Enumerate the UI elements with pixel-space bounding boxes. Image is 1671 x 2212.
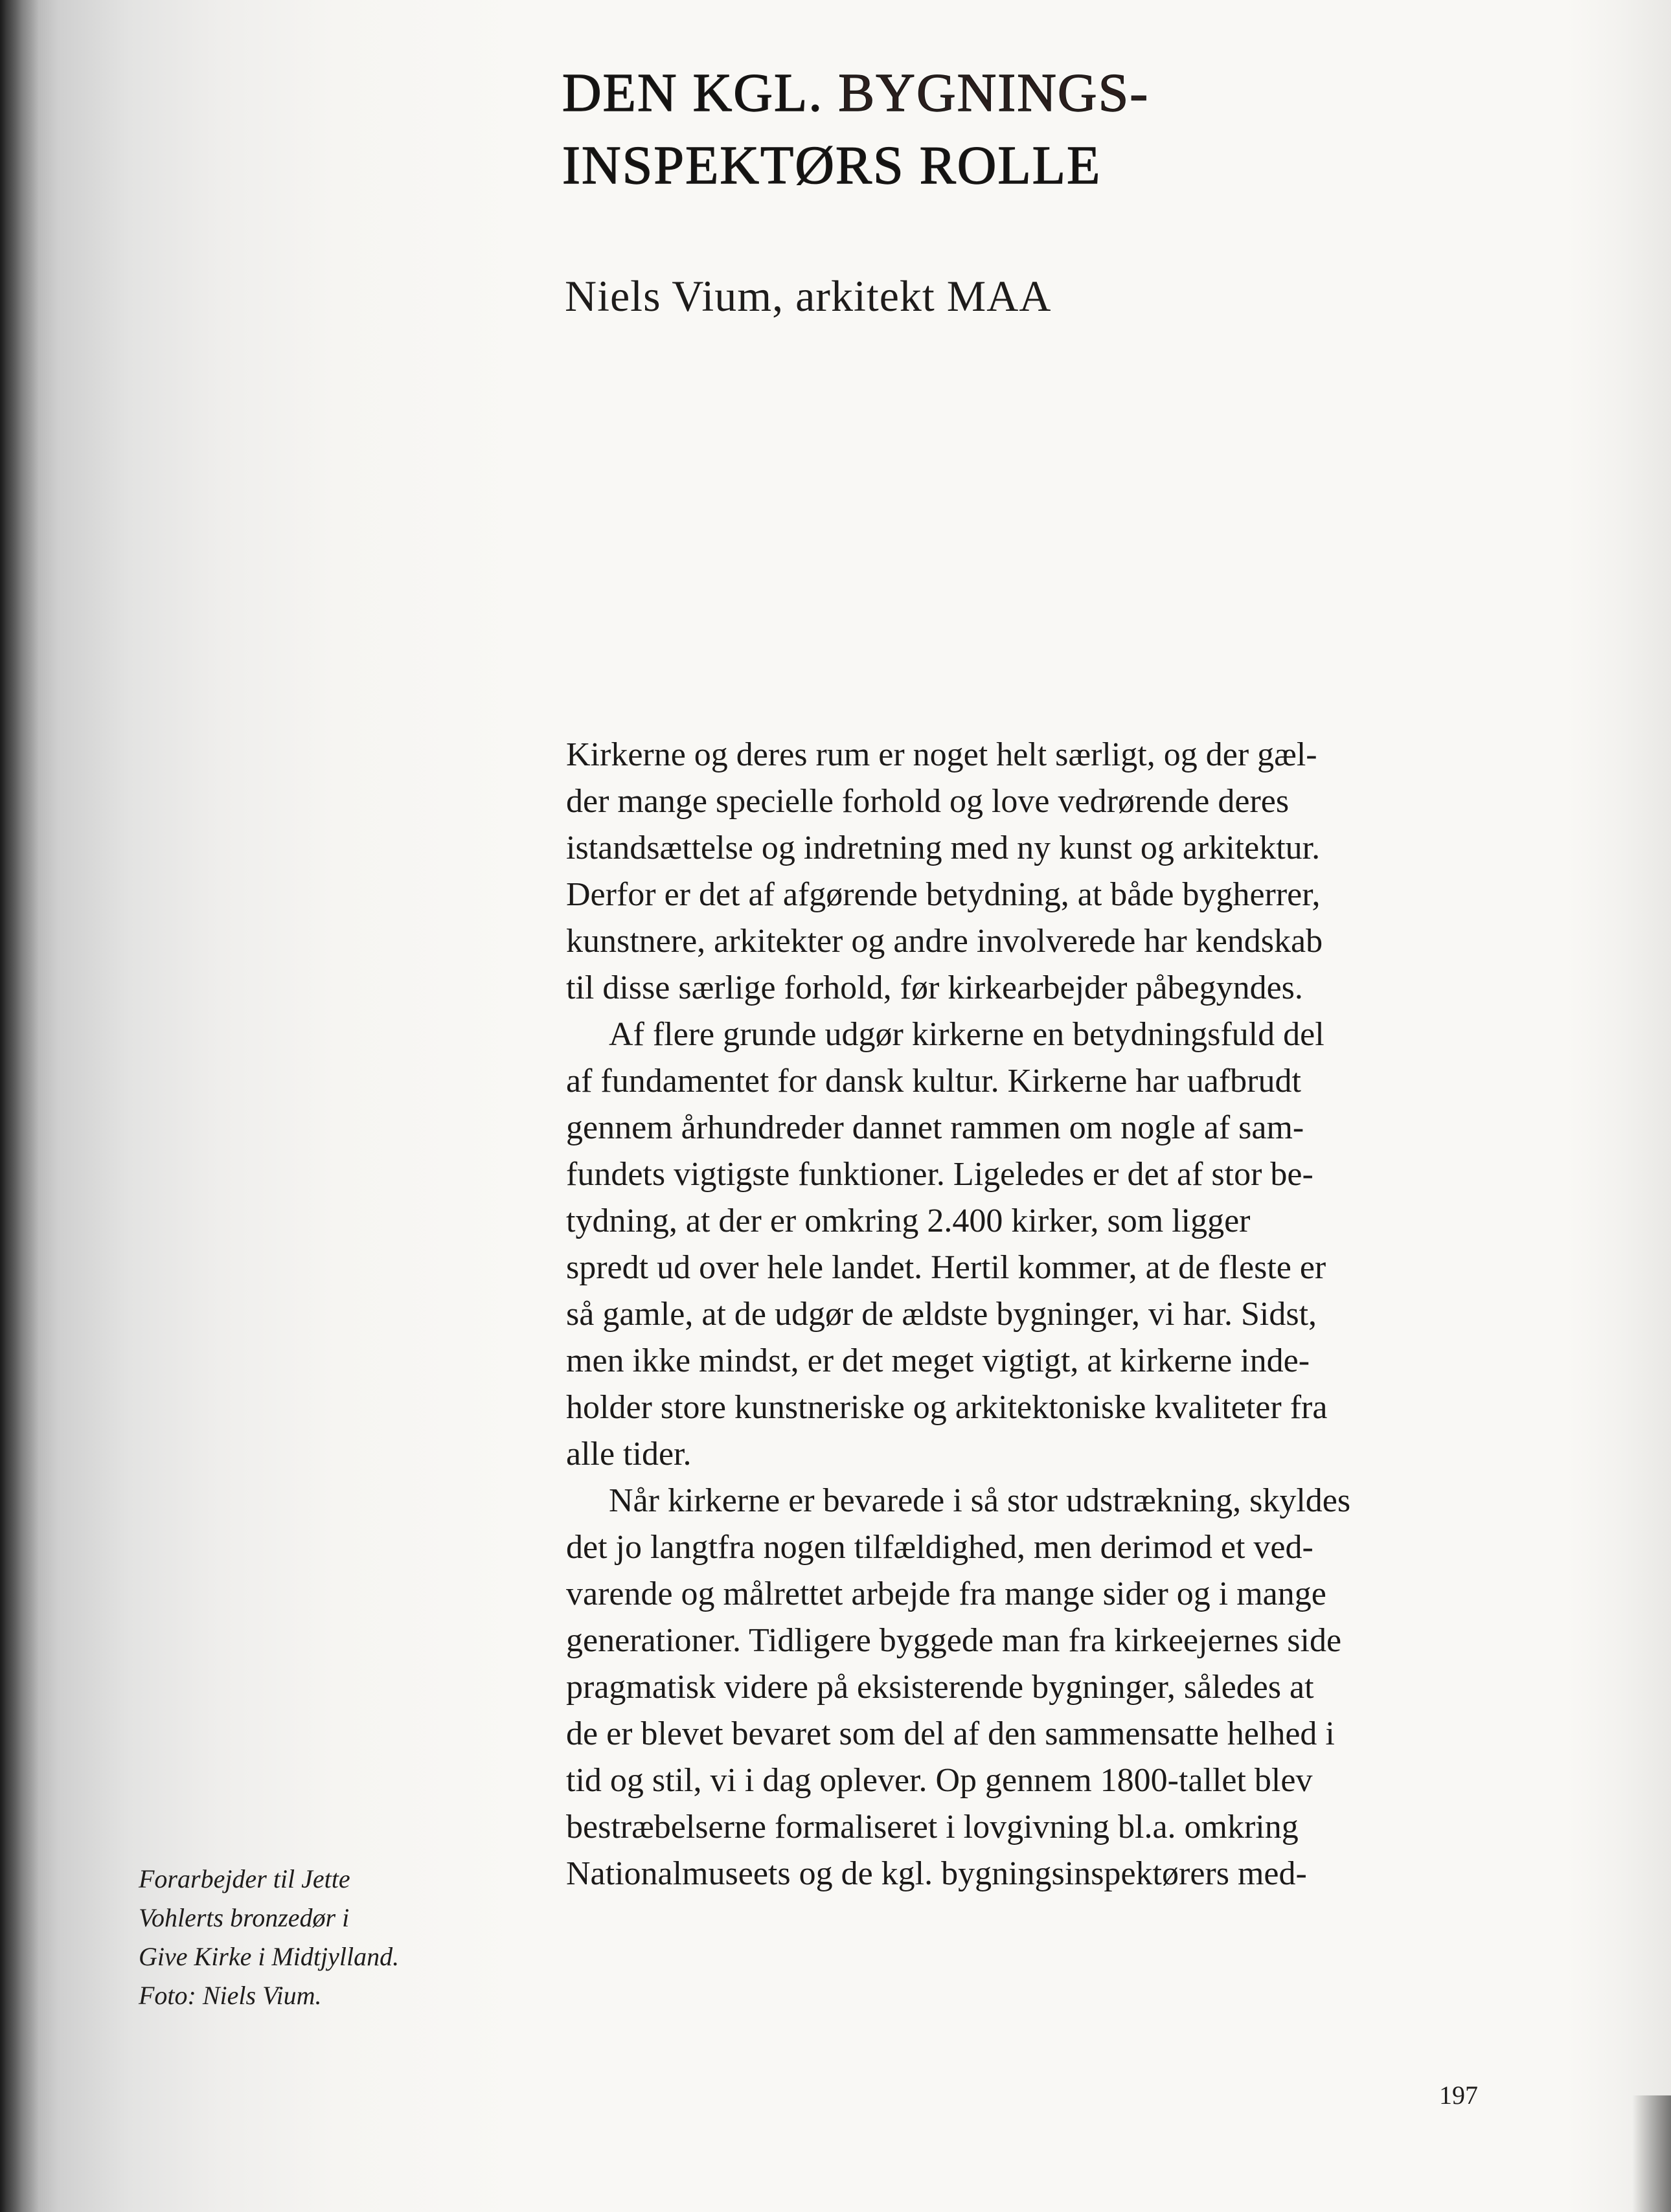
caption-line: Forarbejder til Jette xyxy=(139,1864,350,1893)
text-line: men ikke mindst, er det meget vigtigt, at kirkerne inde- xyxy=(566,1342,1310,1379)
chapter-title-line-1-part-2: BYGNINGS- xyxy=(838,63,1150,123)
photo-caption xyxy=(139,1860,540,2015)
text-line: pragmatisk videre på eksisterende bygninger, således at xyxy=(566,1669,1314,1706)
text-line: gennem århundreder dannet rammen om nogle af sam- xyxy=(566,1109,1304,1146)
text-line: holder store kunstneriske og arkitektoniske kvaliteter fra xyxy=(566,1389,1328,1426)
text-line: Nationalmuseets og de kgl. bygningsinspektørers med- xyxy=(566,1855,1307,1892)
text-line: tydning, at der er omkring 2.400 kirker, som ligger xyxy=(566,1202,1251,1239)
text-line: det jo langtfra nogen tilfældighed, men derimod et ved- xyxy=(566,1529,1313,1566)
text-line: af fundamentet for dansk kultur. Kirkerne har uafbrudt xyxy=(566,1063,1301,1100)
caption-line: Vohlerts bronzedør i xyxy=(139,1903,350,1932)
paragraph-1 xyxy=(566,732,1486,1011)
text-line: til disse særlige forhold, før kirkearbejder påbegyndes. xyxy=(566,969,1303,1006)
text-line: generationer. Tidligere byggede man fra kirkeejernes side xyxy=(566,1622,1342,1659)
text-line: fundets vigtigste funktioner. Ligeledes er det af stor be- xyxy=(566,1156,1313,1193)
text-line: Af flere grunde udgør kirkerne en betydningsfuld del xyxy=(609,1016,1324,1053)
author-byline: Niels Vium, arkitekt MAA xyxy=(565,271,1052,321)
chapter-title-line-2: INSPEKTØRS ROLLE xyxy=(562,135,1102,196)
text-line: Når kirkerne er bevarede i så stor udstrækning, skyldes xyxy=(609,1482,1351,1519)
chapter-title-line-1 xyxy=(562,57,1534,130)
page-number: 197 xyxy=(1439,2081,1478,2110)
body-text xyxy=(566,732,1486,1897)
text-line: de er blevet bevaret som del af den sammensatte helhed i xyxy=(566,1715,1335,1752)
text-line: tid og stil, vi i dag oplever. Op gennem 1800-tallet blev xyxy=(566,1762,1313,1799)
text-line: istandsættelse og indretning med ny kunst og arkitektur. xyxy=(566,830,1321,866)
chapter-title-line-1-part-1: DEN KGL. xyxy=(562,63,824,123)
text-line: kunstnere, arkitekter og andre involverede har kendskab xyxy=(566,923,1323,960)
text-line: der mange specielle forhold og love vedrørende deres xyxy=(566,783,1290,820)
text-line: Derfor er det af afgørende betydning, at både bygherrer, xyxy=(566,876,1321,913)
text-line: varende og målrettet arbejde fra mange sider og i mange xyxy=(566,1575,1326,1612)
caption-line: Give Kirke i Midtjylland. xyxy=(139,1942,400,1971)
chapter-title xyxy=(562,57,1534,202)
text-line: alle tider. xyxy=(566,1436,692,1473)
corner-shadow xyxy=(1632,2095,1671,2212)
text-line: spredt ud over hele landet. Hertil kommer, at de fleste er xyxy=(566,1249,1326,1286)
text-line: bestræbelserne formaliseret i lovgivning bl.a. omkring xyxy=(566,1809,1299,1845)
paragraph-2 xyxy=(566,1011,1486,1478)
text-line: så gamle, at de udgør de ældste bygninger, vi har. Sidst, xyxy=(566,1296,1317,1333)
paragraph-3 xyxy=(566,1478,1486,1897)
text-line: Kirkerne og deres rum er noget helt særligt, og der gæl- xyxy=(566,736,1317,773)
caption-line: Foto: Niels Vium. xyxy=(139,1981,322,2010)
binding-shadow xyxy=(0,0,39,2212)
